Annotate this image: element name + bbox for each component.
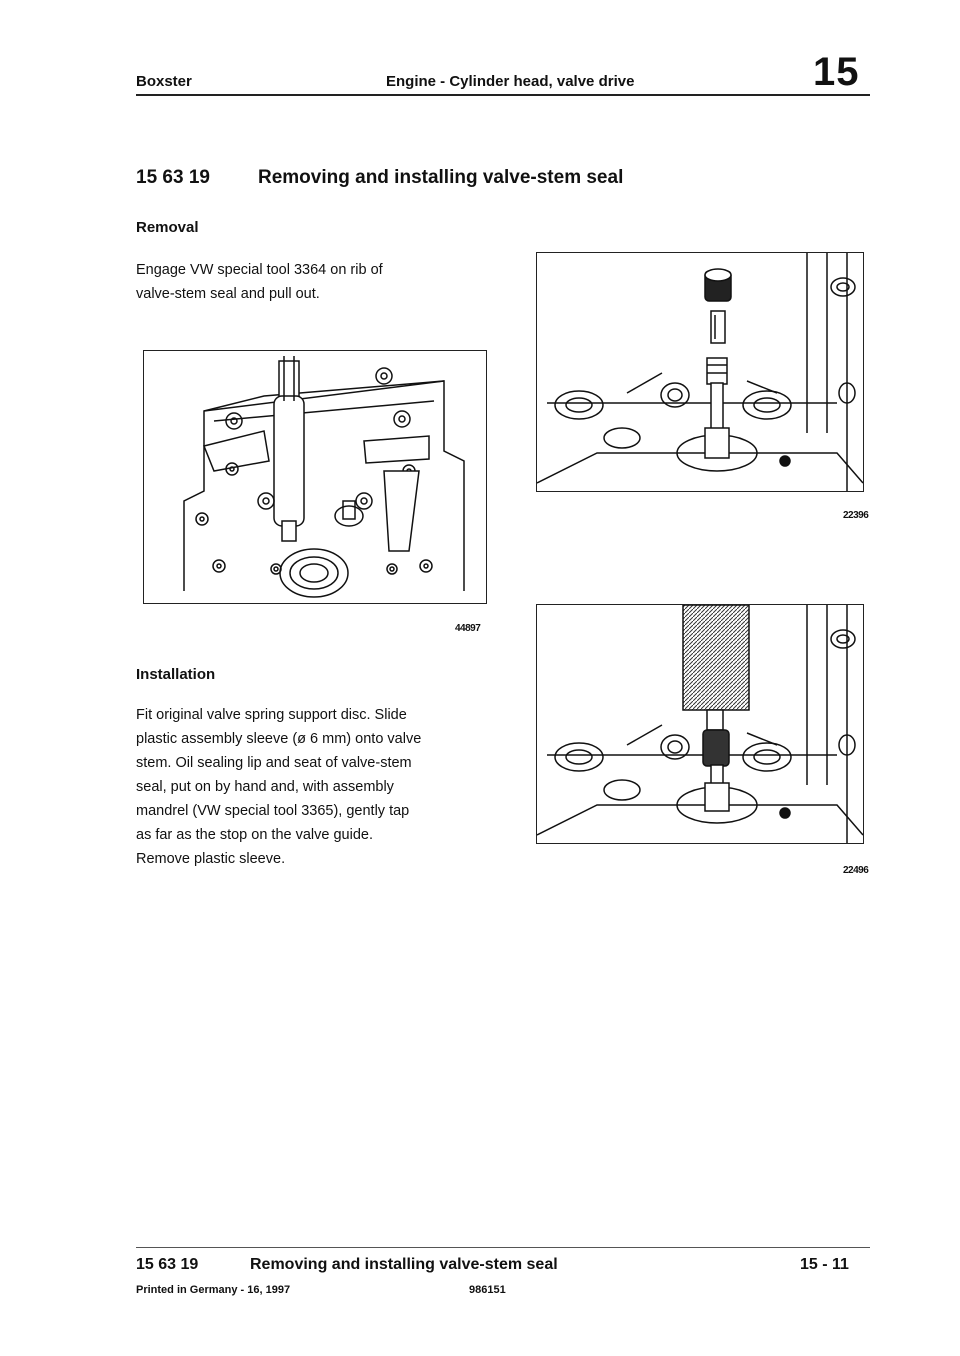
footer-code: 986151 [469,1284,506,1296]
section-title: Removing and installing valve-stem seal [258,167,624,188]
footer-number: 15 63 19 [136,1256,199,1273]
figure-parts-id: 22396 [843,510,869,521]
section-number: 15 63 19 [136,167,210,188]
header-group-number: 15 [813,50,860,94]
figure-assembly-mandrel [536,604,864,844]
header-section: Engine - Cylinder head, valve drive [386,73,635,90]
installation-line-3: stem. Oil sealing lip and seat of valve-stem [136,755,412,771]
removal-line-1: Engage VW special tool 3364 on rib of [136,262,383,278]
header-model: Boxster [136,73,192,90]
removal-line-2: valve-stem seal and pull out. [136,286,320,302]
figure-mandrel-id: 22496 [843,865,869,876]
figure-valve-stem-seal-parts [536,252,864,492]
footer-rule [136,1247,870,1248]
installation-title: Installation [136,666,216,683]
footer-title: Removing and installing valve-stem seal [250,1256,558,1273]
footer-page-number: 15 - 11 [800,1256,849,1273]
removal-title: Removal [136,219,199,236]
figure-removal-id: 44897 [455,623,481,634]
footer-printed: Printed in Germany - 16, 1997 [136,1284,291,1296]
installation-line-7: Remove plastic sleeve. [136,851,286,867]
installation-line-1: Fit original valve spring support disc. Slide [136,707,407,723]
installation-line-5: mandrel (VW special tool 3365), gently tap [136,803,410,819]
removal-text [136,258,491,306]
installation-line-2: plastic assembly sleeve (ø 6 mm) onto valve [136,731,422,747]
header-rule [136,94,870,96]
installation-line-6: as far as the stop on the valve guide. [136,827,373,843]
installation-line-4: seal, put on by hand and, with assembly [136,779,394,795]
figure-removal-illustration [143,350,487,604]
installation-text [136,703,491,871]
